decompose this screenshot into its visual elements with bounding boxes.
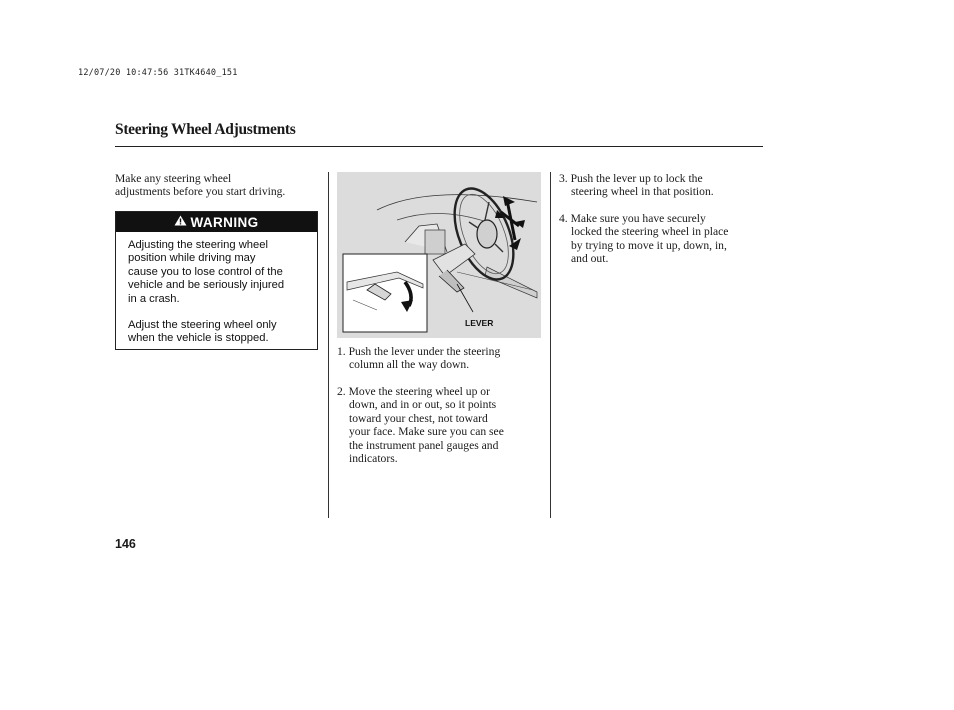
warning-line: Adjusting the steering wheel xyxy=(128,239,268,251)
step-line: and out. xyxy=(571,252,609,266)
steering-wheel-illustration xyxy=(337,172,541,338)
step-line: column all the way down. xyxy=(349,358,470,372)
warning-paragraph-2 xyxy=(128,319,277,346)
print-timestamp: 12/07/20 10:47:56 31TK4640_151 xyxy=(78,68,238,78)
warning-line: in a crash. xyxy=(128,292,180,305)
title-rule xyxy=(115,146,763,147)
step-3 xyxy=(559,172,714,199)
step-line: steering wheel in that position. xyxy=(571,185,714,199)
warning-paragraph-1 xyxy=(128,239,284,306)
intro-paragraph xyxy=(115,172,285,199)
column-divider-1 xyxy=(328,172,329,518)
warning-label: WARNING xyxy=(190,214,259,230)
step-line: your face. Make sure you can see xyxy=(349,425,504,439)
page-title: Steering Wheel Adjustments xyxy=(115,121,296,138)
step-line: down, and in or out, so it points xyxy=(349,398,497,412)
warning-triangle-icon xyxy=(174,215,187,229)
step-line: 2. Move the steering wheel up or xyxy=(337,385,490,398)
intro-line: Make any steering wheel xyxy=(115,172,232,185)
step-line: the instrument panel gauges and xyxy=(349,438,499,452)
step-line: indicators. xyxy=(349,452,398,466)
steering-column-drawing xyxy=(337,172,541,338)
step-line: toward your chest, not toward xyxy=(349,411,488,425)
intro-line: adjustments before you start driving. xyxy=(115,185,286,199)
figure-label-lever: LEVER xyxy=(465,318,494,328)
step-line: 1. Push the lever under the steering xyxy=(337,345,501,358)
warning-line: position while driving may xyxy=(128,252,256,265)
step-1 xyxy=(337,345,500,372)
step-line: locked the steering wheel in place xyxy=(571,225,729,239)
warning-header xyxy=(116,212,317,232)
step-line: 3. Push the lever up to lock the xyxy=(559,172,703,185)
warning-box xyxy=(115,211,318,350)
column-divider-2 xyxy=(550,172,551,518)
step-line: 4. Make sure you have securely xyxy=(559,212,706,225)
warning-line: vehicle and be seriously injured xyxy=(128,279,285,292)
step-4 xyxy=(559,212,728,266)
warning-line: Adjust the steering wheel only xyxy=(128,319,277,331)
warning-line: when the vehicle is stopped. xyxy=(128,332,269,345)
page-number: 146 xyxy=(115,537,136,551)
step-2 xyxy=(337,385,504,465)
warning-line: cause you to lose control of the xyxy=(128,265,283,278)
step-line: by trying to move it up, down, in, xyxy=(571,238,727,252)
